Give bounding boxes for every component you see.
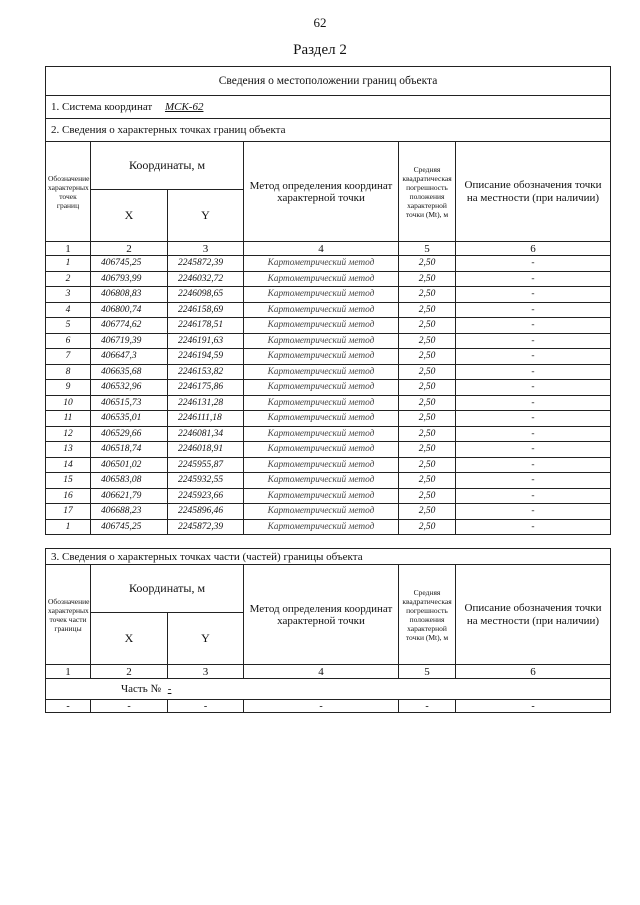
cell-mt: 2,50 — [399, 271, 456, 287]
coord-system-label: 1. Система координат — [51, 101, 153, 113]
cell-y: 2246032,72 — [168, 271, 244, 287]
section3-label-table — [45, 548, 611, 565]
col-num: 1 — [46, 242, 91, 256]
cell-method: Картометрический метод — [244, 442, 399, 458]
table-row — [46, 395, 611, 411]
cell-desc: - — [456, 271, 611, 287]
cell-num: 5 — [46, 318, 91, 334]
part-point-id-header: Обозначение характерных точек части границы — [46, 565, 91, 665]
table-row — [46, 333, 611, 349]
cell-method: Картометрический метод — [244, 271, 399, 287]
table-row — [46, 380, 611, 396]
empty-cell: - — [244, 700, 399, 713]
cell-mt: 2,50 — [399, 287, 456, 303]
col-num: 6 — [456, 665, 611, 679]
part-number-row — [46, 679, 611, 700]
cell-method: Картометрический метод — [244, 426, 399, 442]
cell-x: 406529,66 — [91, 426, 168, 442]
cell-num: 12 — [46, 426, 91, 442]
cell-x: 406518,74 — [91, 442, 168, 458]
cell-desc: - — [456, 349, 611, 365]
cell-desc: - — [456, 457, 611, 473]
coord-system-value: МСК-62 — [164, 101, 204, 113]
cell-mt: 2,50 — [399, 411, 456, 427]
cell-mt: 2,50 — [399, 519, 456, 535]
cell-desc: - — [456, 364, 611, 380]
part-column-numbers-row — [46, 665, 611, 679]
cell-desc: - — [456, 488, 611, 504]
table-row — [46, 364, 611, 380]
cell-mt: 2,50 — [399, 457, 456, 473]
cell-num: 10 — [46, 395, 91, 411]
cell-desc: - — [456, 473, 611, 489]
cell-y: 2246175,86 — [168, 380, 244, 396]
cell-x: 406635,68 — [91, 364, 168, 380]
cell-method: Картометрический метод — [244, 287, 399, 303]
cell-desc: - — [456, 411, 611, 427]
coords-header: Координаты, м — [91, 142, 244, 190]
table-row — [46, 318, 611, 334]
part-y-header: Y — [168, 613, 244, 665]
col-num: 2 — [91, 242, 168, 256]
cell-method: Картометрический метод — [244, 519, 399, 535]
part-desc-header: Описание обозначения точки на местности (при наличии) — [456, 565, 611, 665]
cell-method: Картометрический метод — [244, 504, 399, 520]
cell-method: Картометрический метод — [244, 457, 399, 473]
cell-num: 1 — [46, 256, 91, 272]
table-row — [46, 256, 611, 272]
cell-x: 406515,73 — [91, 395, 168, 411]
cell-mt: 2,50 — [399, 473, 456, 489]
cell-y: 2246191,63 — [168, 333, 244, 349]
cell-method: Картометрический метод — [244, 380, 399, 396]
cell-y: 2245932,55 — [168, 473, 244, 489]
col-num: 4 — [244, 242, 399, 256]
cell-mt: 2,50 — [399, 395, 456, 411]
cell-x: 406647,3 — [91, 349, 168, 365]
cell-desc: - — [456, 426, 611, 442]
cell-desc: - — [456, 256, 611, 272]
col-num: 3 — [168, 242, 244, 256]
cell-desc: - — [456, 302, 611, 318]
table-row — [46, 426, 611, 442]
table-row — [46, 473, 611, 489]
cell-num: 16 — [46, 488, 91, 504]
empty-cell: - — [456, 700, 611, 713]
cell-method: Картометрический метод — [244, 333, 399, 349]
cell-num: 3 — [46, 287, 91, 303]
empty-cell: - — [46, 700, 91, 713]
table-row — [46, 442, 611, 458]
mt-header: Средняя квадратическая погрешность положения характерной точки (Mt), м — [399, 142, 456, 242]
cell-y: 2246158,69 — [168, 302, 244, 318]
cell-method: Картометрический метод — [244, 411, 399, 427]
cell-method: Картометрический метод — [244, 395, 399, 411]
table-row — [46, 504, 611, 520]
cell-desc: - — [456, 318, 611, 334]
empty-cell: - — [168, 700, 244, 713]
cell-desc: - — [456, 287, 611, 303]
col-num: 6 — [456, 242, 611, 256]
cell-x: 406745,25 — [91, 256, 168, 272]
coord-system-row — [46, 96, 611, 119]
y-header: Y — [168, 190, 244, 242]
col-num: 1 — [46, 665, 91, 679]
part-method-header: Метод определения координат характерной точки — [244, 565, 399, 665]
cell-y: 2246131,28 — [168, 395, 244, 411]
cell-num: 6 — [46, 333, 91, 349]
x-header: X — [91, 190, 168, 242]
cell-method: Картометрический метод — [244, 488, 399, 504]
cell-y: 2246018,91 — [168, 442, 244, 458]
cell-y: 2245872,39 — [168, 256, 244, 272]
table-title: Сведения о местоположении границ объекта — [46, 67, 611, 96]
cell-method: Картометрический метод — [244, 364, 399, 380]
method-header: Метод определения координат характерной точки — [244, 142, 399, 242]
cell-num: 14 — [46, 457, 91, 473]
cell-num: 15 — [46, 473, 91, 489]
cell-method: Картометрический метод — [244, 473, 399, 489]
cell-mt: 2,50 — [399, 488, 456, 504]
cell-x: 406745,25 — [91, 519, 168, 535]
cell-x: 406808,83 — [91, 287, 168, 303]
empty-part-row — [46, 700, 611, 713]
cell-method: Картометрический метод — [244, 302, 399, 318]
empty-cell: - — [91, 700, 168, 713]
col-num: 2 — [91, 665, 168, 679]
cell-y: 2246178,51 — [168, 318, 244, 334]
part-x-header: X — [91, 613, 168, 665]
cell-num: 13 — [46, 442, 91, 458]
cell-desc: - — [456, 442, 611, 458]
table-row — [46, 488, 611, 504]
table-row — [46, 271, 611, 287]
cell-mt: 2,50 — [399, 333, 456, 349]
cell-x: 406583,08 — [91, 473, 168, 489]
cell-num: 4 — [46, 302, 91, 318]
cell-num: 17 — [46, 504, 91, 520]
section-title: Раздел 2 — [293, 42, 347, 58]
cell-desc: - — [456, 395, 611, 411]
cell-y: 2245896,46 — [168, 504, 244, 520]
cell-x: 406688,23 — [91, 504, 168, 520]
cell-x: 406774,62 — [91, 318, 168, 334]
cell-num: 9 — [46, 380, 91, 396]
part-coords-header: Координаты, м — [91, 565, 244, 613]
cell-x: 406793,99 — [91, 271, 168, 287]
cell-mt: 2,50 — [399, 442, 456, 458]
part-value: - — [167, 683, 172, 695]
cell-x: 406621,79 — [91, 488, 168, 504]
cell-y: 2246153,82 — [168, 364, 244, 380]
cell-desc: - — [456, 504, 611, 520]
table-row — [46, 349, 611, 365]
cell-num: 1 — [46, 519, 91, 535]
cell-y: 2246081,34 — [168, 426, 244, 442]
table-row — [46, 457, 611, 473]
col-num: 4 — [244, 665, 399, 679]
section3-label: 3. Сведения о характерных точках части (частей) границы объекта — [46, 549, 611, 565]
cell-num: 2 — [46, 271, 91, 287]
cell-method: Картометрический метод — [244, 318, 399, 334]
cell-mt: 2,50 — [399, 364, 456, 380]
cell-mt: 2,50 — [399, 318, 456, 334]
cell-num: 8 — [46, 364, 91, 380]
cell-desc: - — [456, 333, 611, 349]
cell-x: 406535,01 — [91, 411, 168, 427]
cell-method: Картометрический метод — [244, 256, 399, 272]
cell-mt: 2,50 — [399, 504, 456, 520]
col-num: 3 — [168, 665, 244, 679]
cell-desc: - — [456, 519, 611, 535]
cell-x: 406532,96 — [91, 380, 168, 396]
table-row — [46, 411, 611, 427]
cell-x: 406501,02 — [91, 457, 168, 473]
cell-desc: - — [456, 380, 611, 396]
cell-y: 2246194,59 — [168, 349, 244, 365]
cell-mt: 2,50 — [399, 256, 456, 272]
table-row — [46, 302, 611, 318]
part-label: Часть № — [121, 683, 161, 695]
col-num: 5 — [399, 665, 456, 679]
desc-header: Описание обозначения точки на местности (при наличии) — [456, 142, 611, 242]
cell-num: 11 — [46, 411, 91, 427]
page-number: 62 — [313, 15, 327, 30]
col-num: 5 — [399, 242, 456, 256]
point-id-header: Обозначение характерных точек границ — [46, 142, 91, 242]
table-row — [46, 519, 611, 535]
cell-y: 2245955,87 — [168, 457, 244, 473]
boundary-points-table — [45, 66, 611, 535]
cell-y: 2246111,18 — [168, 411, 244, 427]
cell-x: 406719,39 — [91, 333, 168, 349]
cell-mt: 2,50 — [399, 349, 456, 365]
part-mt-header: Средняя квадратическая погрешность положения характерной точки (Mt), м — [399, 565, 456, 665]
cell-y: 2245872,39 — [168, 519, 244, 535]
empty-cell: - — [399, 700, 456, 713]
cell-mt: 2,50 — [399, 380, 456, 396]
cell-mt: 2,50 — [399, 302, 456, 318]
section2-label: 2. Сведения о характерных точках границ объекта — [46, 119, 611, 142]
column-numbers-row — [46, 242, 611, 256]
cell-mt: 2,50 — [399, 426, 456, 442]
part-points-table — [45, 564, 611, 713]
cell-num: 7 — [46, 349, 91, 365]
cell-y: 2246098,65 — [168, 287, 244, 303]
cell-y: 2245923,66 — [168, 488, 244, 504]
cell-x: 406800,74 — [91, 302, 168, 318]
cell-method: Картометрический метод — [244, 349, 399, 365]
table-row — [46, 287, 611, 303]
